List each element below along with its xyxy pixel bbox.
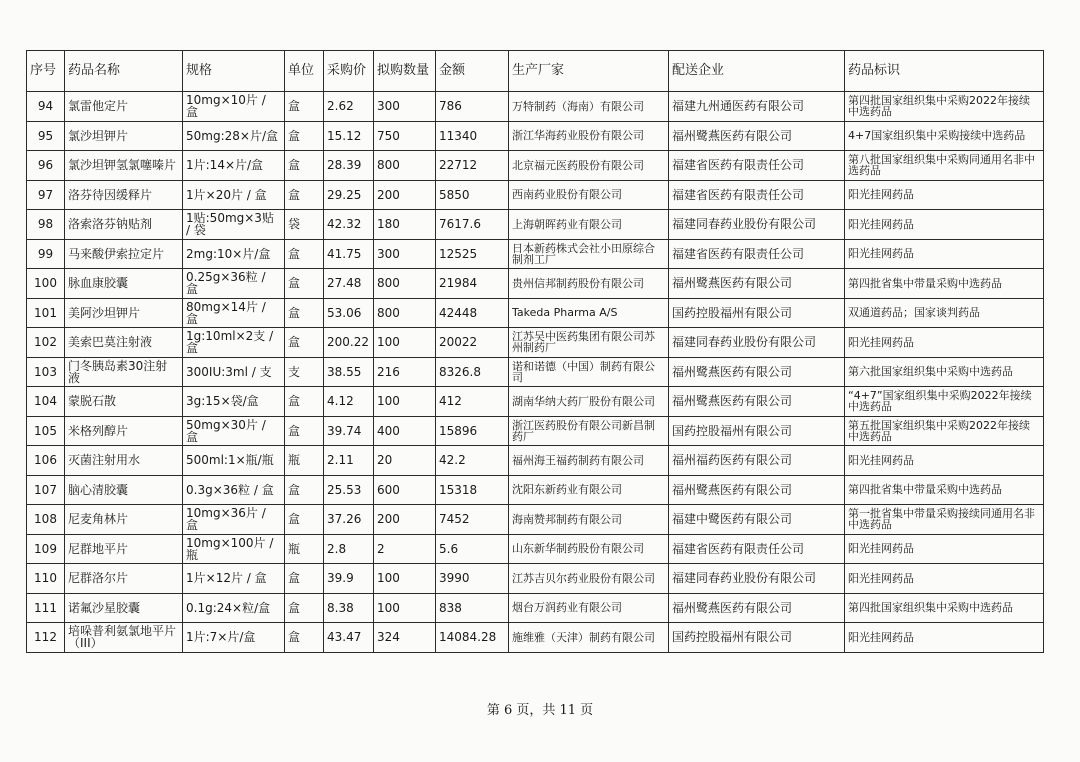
column-header: 规格	[183, 51, 285, 92]
cell-drug-name: 氯沙坦钾片	[65, 121, 183, 151]
cell-drug-name: 诺氟沙星胶囊	[65, 593, 183, 623]
cell-unit: 盒	[285, 505, 324, 535]
cell-purchase-price: 8.38	[324, 593, 374, 623]
cell-quantity: 100	[374, 328, 436, 358]
cell-amount: 12525	[436, 239, 509, 269]
cell-distributor: 福建省医药有限责任公司	[669, 534, 845, 564]
cell-drug-name: 蒙脱石散	[65, 387, 183, 417]
cell-manufacturer: 湖南华纳大药厂股份有限公司	[509, 387, 669, 417]
cell-drug-name: 氯雷他定片	[65, 92, 183, 122]
cell-unit: 袋	[285, 210, 324, 240]
cell-specification: 50mg:28×片/盒	[183, 121, 285, 151]
cell-specification: 10mg×10片 / 盒	[183, 92, 285, 122]
cell-drug-label: 第四批国家组织集中采购中选药品	[845, 593, 1044, 623]
column-header: 配送企业	[669, 51, 845, 92]
cell-specification: 0.3g×36粒 / 盒	[183, 475, 285, 505]
cell-row-number: 111	[27, 593, 65, 623]
cell-drug-name: 脉血康胶囊	[65, 269, 183, 299]
cell-unit: 支	[285, 357, 324, 387]
cell-drug-label: 第一批省集中带量采购接续同通用名非中选药品	[845, 505, 1044, 535]
cell-quantity: 20	[374, 446, 436, 476]
cell-quantity: 800	[374, 269, 436, 299]
table-row	[27, 593, 1044, 623]
cell-amount: 3990	[436, 564, 509, 594]
cell-distributor: 福建中鹭医药有限公司	[669, 505, 845, 535]
cell-manufacturer: 烟台万润药业有限公司	[509, 593, 669, 623]
cell-unit: 盒	[285, 180, 324, 210]
cell-amount: 22712	[436, 151, 509, 181]
cell-specification: 2mg:10×片/盒	[183, 239, 285, 269]
cell-purchase-price: 25.53	[324, 475, 374, 505]
cell-specification: 1g:10ml×2支 / 盒	[183, 328, 285, 358]
cell-drug-name: 美阿沙坦钾片	[65, 298, 183, 328]
cell-row-number: 105	[27, 416, 65, 446]
cell-row-number: 101	[27, 298, 65, 328]
cell-distributor: 福建同春药业股份有限公司	[669, 564, 845, 594]
cell-drug-name: 尼群洛尔片	[65, 564, 183, 594]
cell-drug-label: 双通道药品；国家谈判药品	[845, 298, 1044, 328]
cell-amount: 5.6	[436, 534, 509, 564]
cell-row-number: 99	[27, 239, 65, 269]
cell-drug-label: 第五批国家组织集中采购2022年接续中选药品	[845, 416, 1044, 446]
cell-manufacturer: 施维雅（天津）制药有限公司	[509, 623, 669, 653]
cell-quantity: 180	[374, 210, 436, 240]
cell-specification: 500ml:1×瓶/瓶	[183, 446, 285, 476]
cell-distributor: 福建省医药有限责任公司	[669, 180, 845, 210]
cell-distributor: 国药控股福州有限公司	[669, 298, 845, 328]
cell-unit: 盒	[285, 298, 324, 328]
column-header: 拟购数量	[374, 51, 436, 92]
cell-purchase-price: 43.47	[324, 623, 374, 653]
table-row	[27, 564, 1044, 594]
cell-drug-label: 4+7国家组织集中采购接续中选药品	[845, 121, 1044, 151]
table-row	[27, 446, 1044, 476]
cell-amount: 412	[436, 387, 509, 417]
cell-distributor: 福州鹭燕医药有限公司	[669, 593, 845, 623]
cell-specification: 10mg×100片 / 瓶	[183, 534, 285, 564]
cell-manufacturer: 江苏吉贝尔药业股份有限公司	[509, 564, 669, 594]
cell-drug-label: 第八批国家组织集中采购同通用名非中选药品	[845, 151, 1044, 181]
cell-distributor: 福州鹭燕医药有限公司	[669, 121, 845, 151]
cell-quantity: 400	[374, 416, 436, 446]
cell-purchase-price: 27.48	[324, 269, 374, 299]
cell-specification: 1片×20片 / 盒	[183, 180, 285, 210]
cell-purchase-price: 28.39	[324, 151, 374, 181]
cell-drug-label: 第四批国家组织集中采购2022年接续中选药品	[845, 92, 1044, 122]
cell-unit: 盒	[285, 92, 324, 122]
cell-quantity: 300	[374, 92, 436, 122]
cell-distributor: 福建同春药业股份有限公司	[669, 328, 845, 358]
cell-amount: 7452	[436, 505, 509, 535]
cell-row-number: 102	[27, 328, 65, 358]
cell-specification: 0.25g×36粒 / 盒	[183, 269, 285, 299]
cell-purchase-price: 4.12	[324, 387, 374, 417]
cell-quantity: 300	[374, 239, 436, 269]
cell-unit: 盒	[285, 593, 324, 623]
cell-purchase-price: 15.12	[324, 121, 374, 151]
table-row	[27, 151, 1044, 181]
cell-quantity: 100	[374, 593, 436, 623]
cell-row-number: 109	[27, 534, 65, 564]
table-row	[27, 623, 1044, 653]
cell-drug-label: 阳光挂网药品	[845, 623, 1044, 653]
cell-purchase-price: 29.25	[324, 180, 374, 210]
drug-procurement-table-container	[26, 50, 1044, 653]
cell-drug-label: 第四批省集中带量采购中选药品	[845, 269, 1044, 299]
cell-manufacturer: 日本新药株式会社小田原综合制剂工厂	[509, 239, 669, 269]
cell-row-number: 112	[27, 623, 65, 653]
cell-drug-label: 阳光挂网药品	[845, 564, 1044, 594]
column-header: 药品标识	[845, 51, 1044, 92]
table-row	[27, 328, 1044, 358]
table-row	[27, 357, 1044, 387]
cell-amount: 42448	[436, 298, 509, 328]
cell-manufacturer: 海南赞邦制药有限公司	[509, 505, 669, 535]
cell-manufacturer: 浙江华海药业股份有限公司	[509, 121, 669, 151]
table-row	[27, 298, 1044, 328]
cell-drug-label: 阳光挂网药品	[845, 239, 1044, 269]
cell-quantity: 216	[374, 357, 436, 387]
cell-purchase-price: 2.11	[324, 446, 374, 476]
cell-quantity: 100	[374, 387, 436, 417]
cell-drug-name: 马来酸伊索拉定片	[65, 239, 183, 269]
cell-row-number: 95	[27, 121, 65, 151]
cell-quantity: 800	[374, 298, 436, 328]
column-header: 生产厂家	[509, 51, 669, 92]
cell-purchase-price: 37.26	[324, 505, 374, 535]
table-row	[27, 475, 1044, 505]
cell-specification: 300IU:3ml / 支	[183, 357, 285, 387]
cell-specification: 1贴:50mg×3贴 / 袋	[183, 210, 285, 240]
cell-row-number: 107	[27, 475, 65, 505]
column-header: 序号	[27, 51, 65, 92]
cell-distributor: 福州鹭燕医药有限公司	[669, 387, 845, 417]
cell-distributor: 福州鹭燕医药有限公司	[669, 269, 845, 299]
cell-row-number: 94	[27, 92, 65, 122]
cell-purchase-price: 39.9	[324, 564, 374, 594]
column-header: 单位	[285, 51, 324, 92]
cell-drug-name: 洛芬待因缓释片	[65, 180, 183, 210]
cell-drug-name: 洛索洛芬钠贴剂	[65, 210, 183, 240]
cell-unit: 盒	[285, 328, 324, 358]
cell-purchase-price: 2.8	[324, 534, 374, 564]
cell-row-number: 110	[27, 564, 65, 594]
cell-distributor: 福州鹭燕医药有限公司	[669, 475, 845, 505]
cell-distributor: 福建九州通医药有限公司	[669, 92, 845, 122]
cell-specification: 50mg×30片 / 盒	[183, 416, 285, 446]
table-row	[27, 269, 1044, 299]
cell-purchase-price: 200.22	[324, 328, 374, 358]
column-header: 采购价	[324, 51, 374, 92]
table-row	[27, 239, 1044, 269]
cell-manufacturer: 江苏吴中医药集团有限公司苏州制药厂	[509, 328, 669, 358]
cell-purchase-price: 42.32	[324, 210, 374, 240]
table-row	[27, 180, 1044, 210]
cell-amount: 14084.28	[436, 623, 509, 653]
cell-manufacturer: 西南药业股份有限公司	[509, 180, 669, 210]
cell-quantity: 324	[374, 623, 436, 653]
cell-drug-name: 氯沙坦钾氢氯噻嗪片	[65, 151, 183, 181]
table-row	[27, 121, 1044, 151]
cell-unit: 盒	[285, 416, 324, 446]
cell-row-number: 108	[27, 505, 65, 535]
cell-quantity: 100	[374, 564, 436, 594]
drug-procurement-table	[26, 50, 1044, 653]
cell-manufacturer: Takeda Pharma A/S	[509, 298, 669, 328]
cell-row-number: 98	[27, 210, 65, 240]
cell-specification: 1片×12片 / 盒	[183, 564, 285, 594]
table-row	[27, 505, 1044, 535]
cell-unit: 盒	[285, 151, 324, 181]
cell-purchase-price: 41.75	[324, 239, 374, 269]
table-row	[27, 210, 1044, 240]
cell-purchase-price: 39.74	[324, 416, 374, 446]
cell-drug-label: 第六批国家组织集中采购中选药品	[845, 357, 1044, 387]
cell-drug-label: 阳光挂网药品	[845, 180, 1044, 210]
cell-manufacturer: 浙江医药股份有限公司新昌制药厂	[509, 416, 669, 446]
cell-manufacturer: 诺和诺德（中国）制药有限公司	[509, 357, 669, 387]
cell-row-number: 97	[27, 180, 65, 210]
cell-drug-name: 培哚普利氨氯地平片（III）	[65, 623, 183, 653]
cell-drug-label: 第四批省集中带量采购中选药品	[845, 475, 1044, 505]
cell-distributor: 国药控股福州有限公司	[669, 623, 845, 653]
table-row	[27, 387, 1044, 417]
cell-manufacturer: 福州海王福药制药有限公司	[509, 446, 669, 476]
table-row	[27, 534, 1044, 564]
cell-row-number: 103	[27, 357, 65, 387]
cell-row-number: 106	[27, 446, 65, 476]
cell-drug-label: 阳光挂网药品	[845, 328, 1044, 358]
cell-drug-name: 美索巴莫注射液	[65, 328, 183, 358]
cell-drug-name: 灭菌注射用水	[65, 446, 183, 476]
cell-unit: 瓶	[285, 446, 324, 476]
cell-unit: 盒	[285, 475, 324, 505]
cell-amount: 15896	[436, 416, 509, 446]
cell-distributor: 国药控股福州有限公司	[669, 416, 845, 446]
cell-distributor: 福州鹭燕医药有限公司	[669, 357, 845, 387]
cell-unit: 盒	[285, 623, 324, 653]
cell-drug-label: 阳光挂网药品	[845, 534, 1044, 564]
cell-drug-name: 尼麦角林片	[65, 505, 183, 535]
cell-specification: 3g:15×袋/盒	[183, 387, 285, 417]
cell-amount: 5850	[436, 180, 509, 210]
cell-specification: 1片:7×片/盒	[183, 623, 285, 653]
cell-specification: 10mg×36片 / 盒	[183, 505, 285, 535]
cell-drug-label: “4+7”国家组织集中采购2022年接续中选药品	[845, 387, 1044, 417]
cell-drug-label: 阳光挂网药品	[845, 446, 1044, 476]
cell-amount: 786	[436, 92, 509, 122]
table-header-row	[27, 51, 1044, 92]
cell-quantity: 2	[374, 534, 436, 564]
cell-row-number: 104	[27, 387, 65, 417]
cell-specification: 80mg×14片 / 盒	[183, 298, 285, 328]
cell-amount: 7617.6	[436, 210, 509, 240]
page-number: 第 6 页，共 11 页	[486, 703, 594, 718]
cell-drug-name: 尼群地平片	[65, 534, 183, 564]
cell-unit: 盒	[285, 564, 324, 594]
cell-manufacturer: 北京福元医药股份有限公司	[509, 151, 669, 181]
cell-distributor: 福州福药医药有限公司	[669, 446, 845, 476]
cell-quantity: 200	[374, 505, 436, 535]
cell-manufacturer: 沈阳东新药业有限公司	[509, 475, 669, 505]
table-row	[27, 416, 1044, 446]
column-header: 金额	[436, 51, 509, 92]
cell-distributor: 福建省医药有限责任公司	[669, 239, 845, 269]
cell-unit: 瓶	[285, 534, 324, 564]
column-header: 药品名称	[65, 51, 183, 92]
cell-amount: 20022	[436, 328, 509, 358]
cell-amount: 8326.8	[436, 357, 509, 387]
cell-unit: 盒	[285, 239, 324, 269]
cell-distributor: 福建同春药业股份有限公司	[669, 210, 845, 240]
cell-quantity: 750	[374, 121, 436, 151]
cell-distributor: 福建省医药有限责任公司	[669, 151, 845, 181]
cell-purchase-price: 38.55	[324, 357, 374, 387]
cell-amount: 11340	[436, 121, 509, 151]
table-row	[27, 92, 1044, 122]
cell-specification: 0.1g:24×粒/盒	[183, 593, 285, 623]
cell-manufacturer: 万特制药（海南）有限公司	[509, 92, 669, 122]
cell-manufacturer: 上海朝晖药业有限公司	[509, 210, 669, 240]
cell-unit: 盒	[285, 387, 324, 417]
cell-unit: 盒	[285, 269, 324, 299]
cell-purchase-price: 53.06	[324, 298, 374, 328]
cell-quantity: 800	[374, 151, 436, 181]
cell-drug-name: 米格列醇片	[65, 416, 183, 446]
cell-specification: 1片:14×片/盒	[183, 151, 285, 181]
cell-quantity: 200	[374, 180, 436, 210]
table-body	[27, 92, 1044, 653]
cell-amount: 21984	[436, 269, 509, 299]
cell-amount: 15318	[436, 475, 509, 505]
cell-purchase-price: 2.62	[324, 92, 374, 122]
cell-unit: 盒	[285, 121, 324, 151]
cell-drug-name: 脑心清胶囊	[65, 475, 183, 505]
cell-manufacturer: 贵州信邦制药股份有限公司	[509, 269, 669, 299]
cell-manufacturer: 山东新华制药股份有限公司	[509, 534, 669, 564]
cell-amount: 42.2	[436, 446, 509, 476]
cell-row-number: 100	[27, 269, 65, 299]
cell-quantity: 600	[374, 475, 436, 505]
cell-row-number: 96	[27, 151, 65, 181]
cell-amount: 838	[436, 593, 509, 623]
cell-drug-name: 门冬胰岛素30注射液	[65, 357, 183, 387]
cell-drug-label: 阳光挂网药品	[845, 210, 1044, 240]
